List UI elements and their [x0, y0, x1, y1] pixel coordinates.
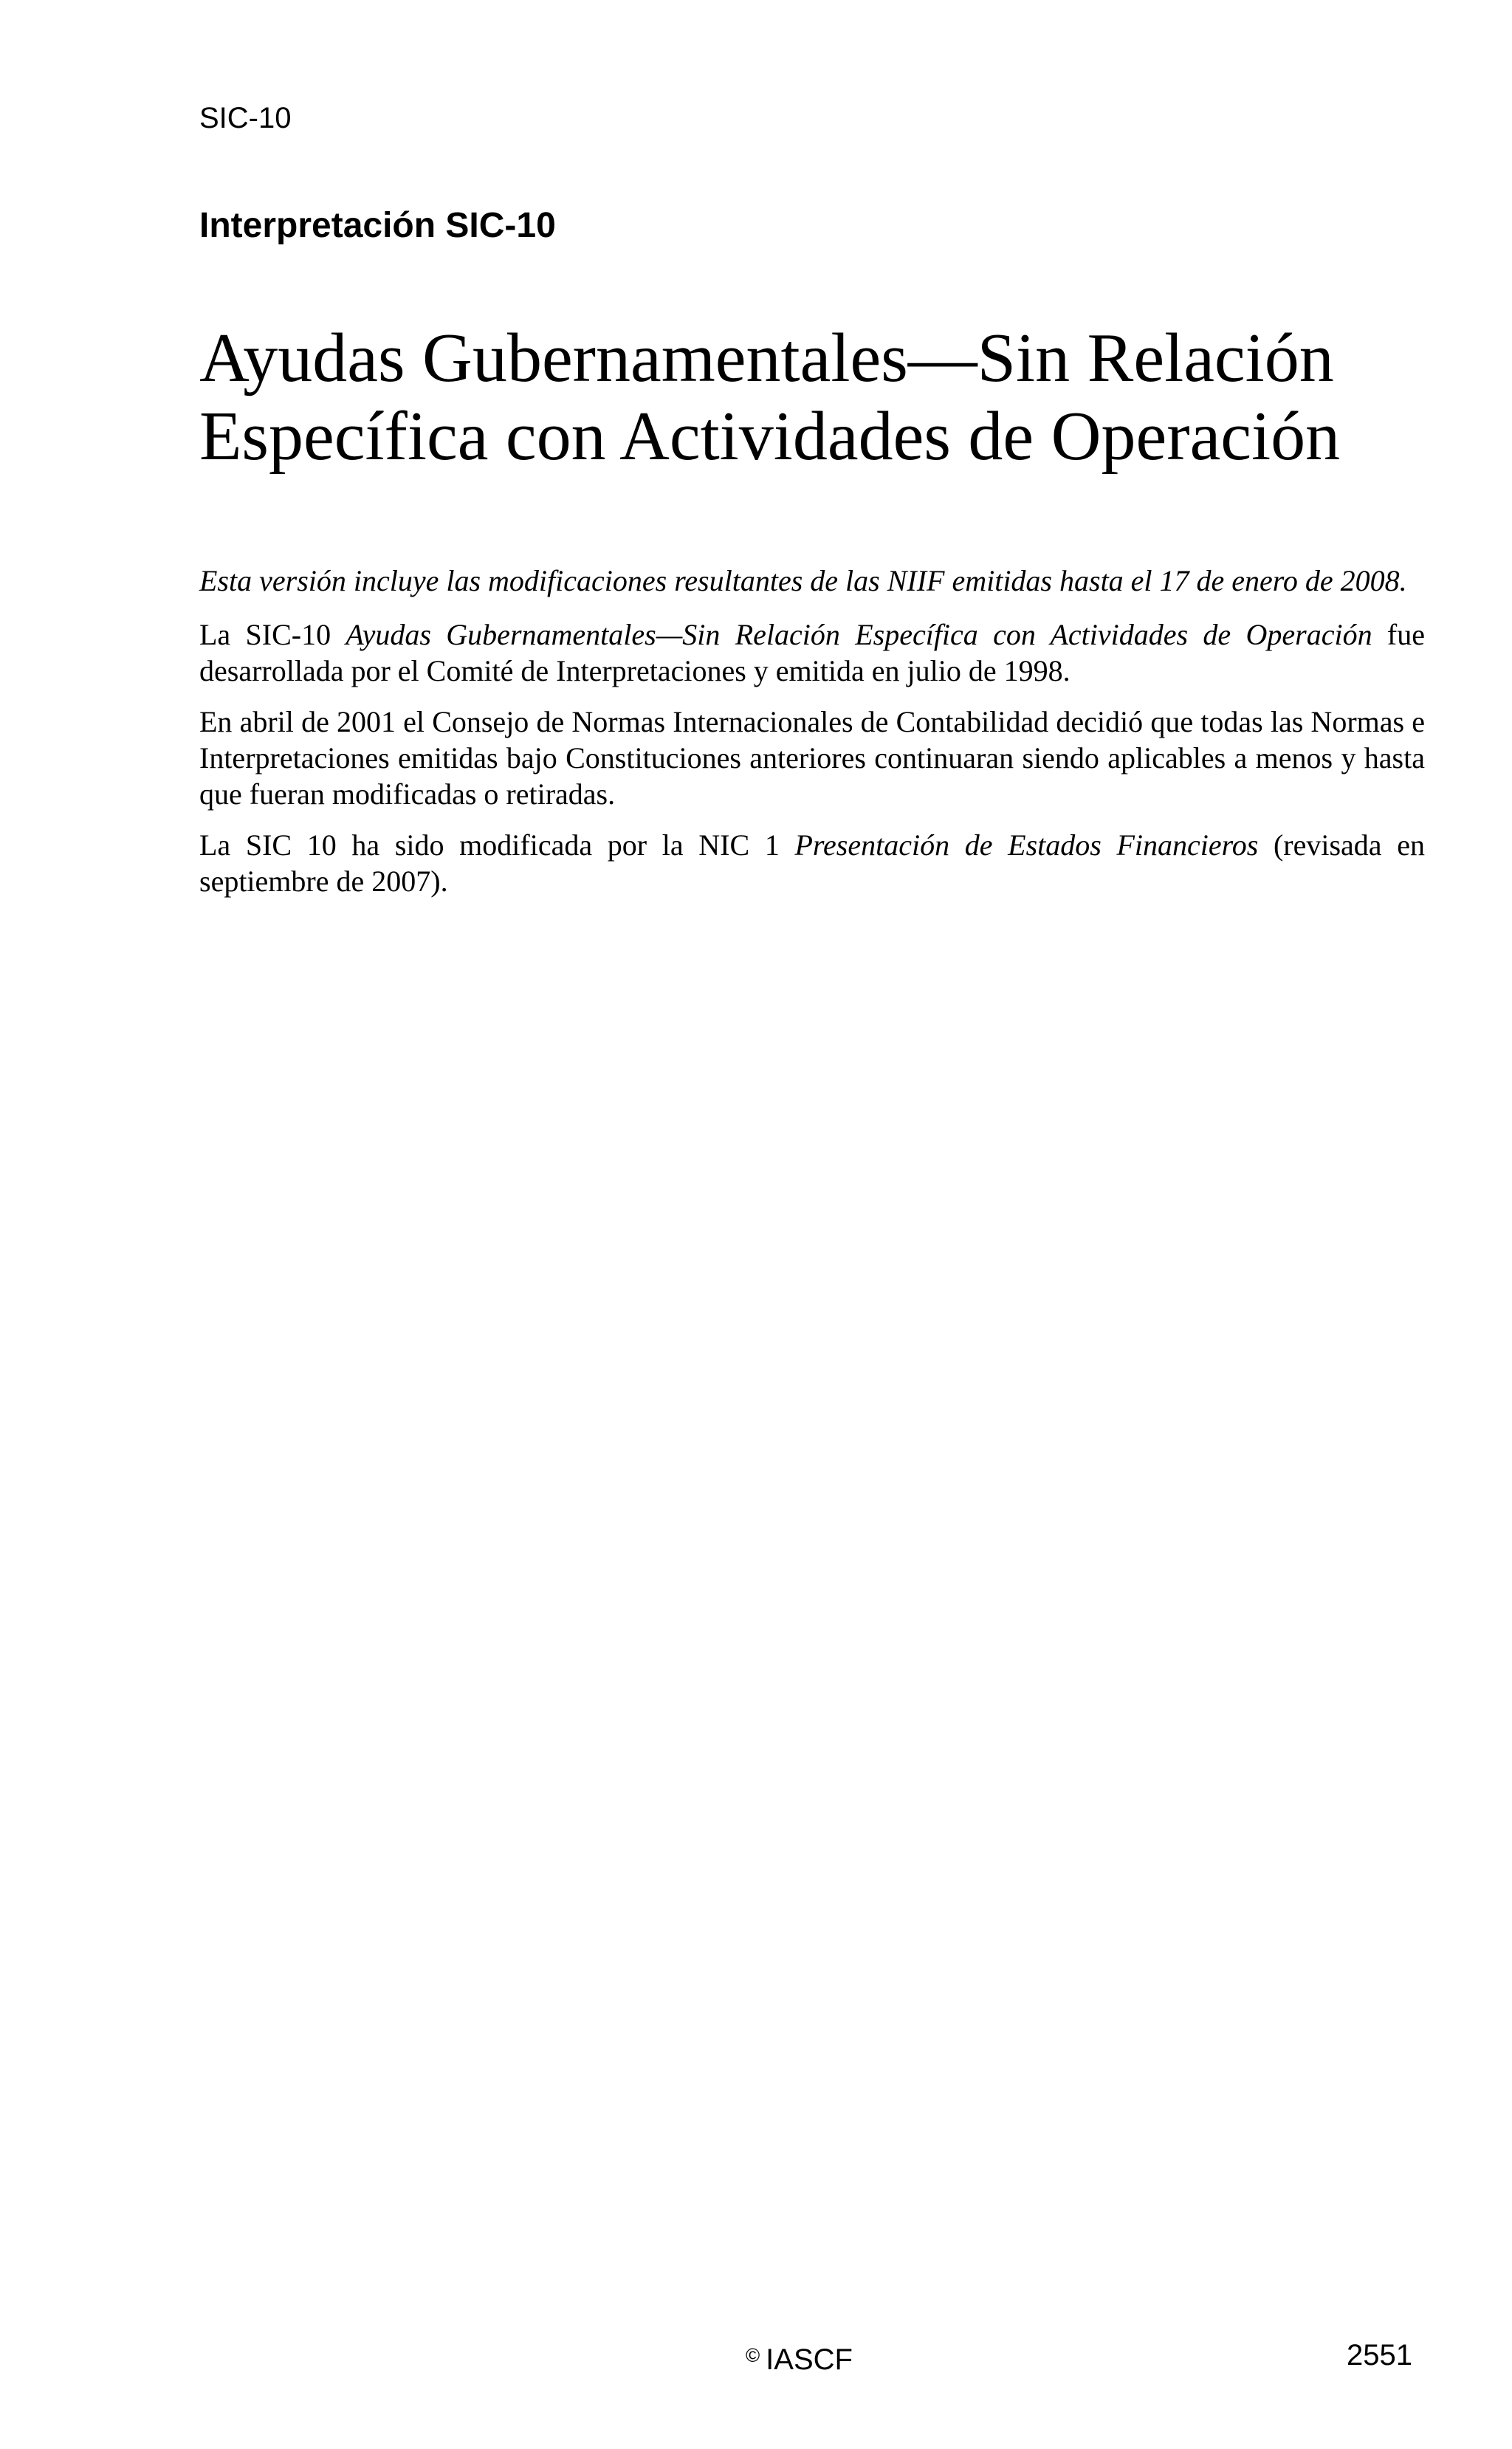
- copyright-symbol: ©: [746, 2344, 760, 2366]
- page-number: 2551: [1347, 2339, 1412, 2371]
- paragraph-amendment-title: Presentación de Estados Financieros: [794, 828, 1259, 862]
- copyright-holder: IASCF: [766, 2343, 853, 2376]
- paragraph-origin-title: Ayudas Gubernamentales—Sin Relación Específica con Actividades de Operación: [346, 618, 1372, 651]
- document-body: [199, 563, 1425, 914]
- document-title: [199, 319, 1440, 475]
- paragraph-amendment-prefix: La SIC 10 ha sido modificada por la NIC 1: [199, 828, 795, 862]
- paragraph-origin: [199, 616, 1425, 689]
- paragraph-amendment-suffix: (revisada en septiembre de 2007).: [199, 828, 1425, 898]
- footer-copyright: [746, 2338, 853, 2377]
- paragraph-amendment: [199, 827, 1425, 899]
- paragraph-origin-prefix: La SIC-10: [199, 618, 346, 651]
- interpretation-label: Interpretación SIC-10: [199, 206, 556, 245]
- version-note: Esta versión incluye las modificaciones resultantes de las NIIF emitidas hasta el 17 de enero de 2008.: [199, 564, 1407, 597]
- paragraph-origin-suffix: fue desarrollada por el Comité de Interpretaciones y emitida en julio de 1998.: [199, 618, 1425, 687]
- running-header: SIC-10: [199, 102, 292, 134]
- title-line-1: Ayudas Gubernamentales—Sin Relación: [199, 320, 1334, 396]
- paragraph-board-decision: En abril de 2001 el Consejo de Normas Internacionales de Contabilidad decidió que todas las Normas e Interpretaciones emitidas bajo Constituciones anteriores continuaran siendo aplicables a menos y hasta que fueran modificadas o retiradas.: [199, 705, 1425, 811]
- title-line-2: Específica con Actividades de Operación: [199, 398, 1341, 475]
